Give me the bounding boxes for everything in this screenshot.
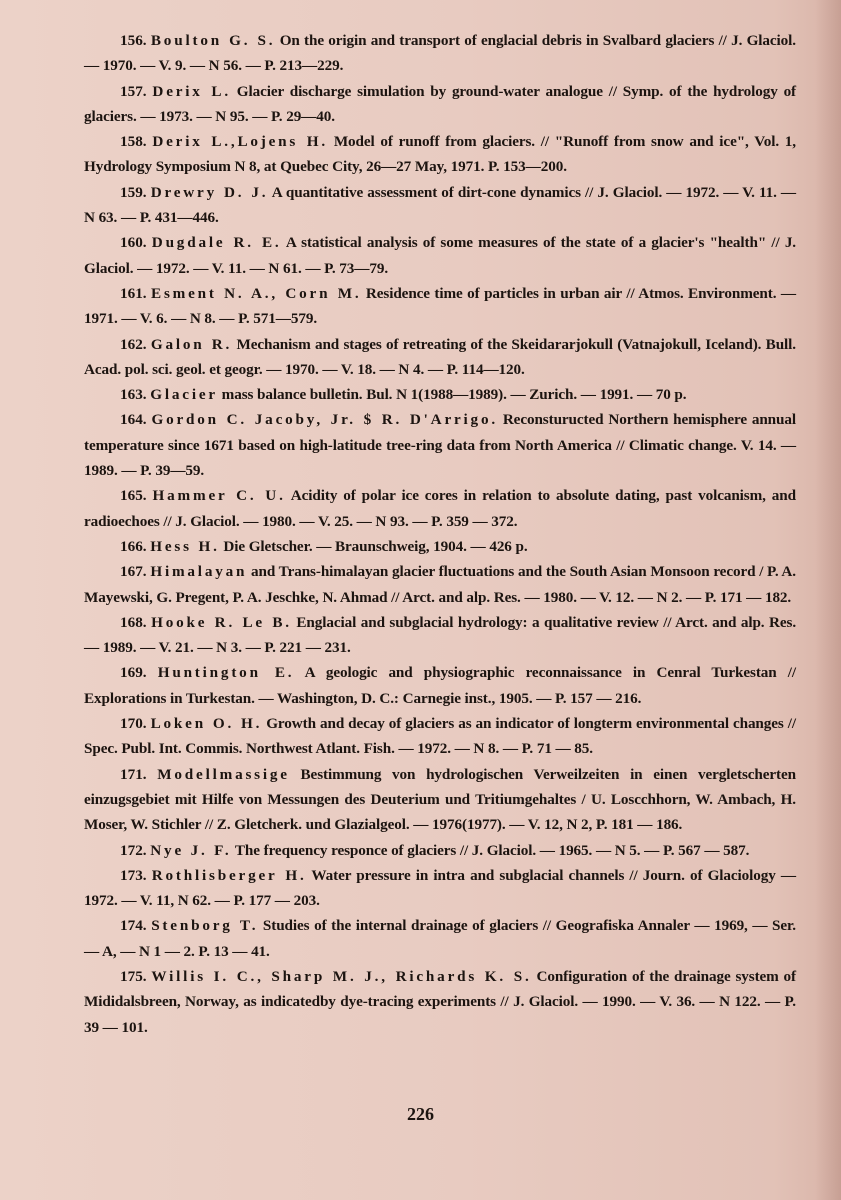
reference-text: A quantitative assessment of dirt-cone dynamics // J. Glaciol. — 1972. — V. 11. — N 63. — P. 431—446.: [84, 183, 797, 227]
reference-entry: [84, 838, 796, 863]
reference-author: Galon R.: [150, 335, 233, 353]
reference-author: Glacier: [150, 386, 218, 404]
reference-entry: [84, 660, 796, 711]
reference-entry: [84, 230, 796, 281]
reference-entry: [84, 534, 796, 559]
reference-text: mass balance bulletin. Bul. N 1(1988—1989). — Zurich. — 1991. — 70 p.: [221, 386, 687, 404]
reference-entry: [84, 559, 796, 610]
reference-author: Rothlisberger H.: [151, 866, 307, 884]
reference-text: On the origin and transport of englacial debris in Svalbard glaciers // J. Glaciol. — 1970. — V. 9. — N 56. — P. 213—229.: [84, 32, 796, 75]
reference-number: 157.: [120, 82, 147, 100]
reference-text: Mechanism and stages of retreating of the Skeidararjokull (Vatnajokull, Iceland). Bull. Acad. pol. sci. geol. et geogr. — 1970. — V. 18. — N 4. — P. 114—120.: [84, 335, 796, 378]
reference-entry: [84, 28, 796, 79]
reference-entry: [84, 762, 796, 838]
reference-text: Model of runoff from glaciers. // "Runoff from snow and ice", Vol. 1, Hydrology Symposium N 8, at Quebec City, 26—27 May, 1971. P. 153—200.: [84, 133, 796, 176]
reference-author: Nye J. F.: [150, 841, 232, 859]
reference-author: Modellmassige: [157, 765, 290, 783]
reference-number: 161.: [120, 284, 147, 302]
reference-text: Die Gletscher. — Braunschweig, 1904. — 426 p.: [223, 537, 528, 555]
reference-text: The frequency responce of glaciers // J. Glaciol. — 1965. — N 5. — P. 567 — 587.: [234, 841, 750, 859]
reference-list: [84, 28, 796, 1040]
reference-author: Gordon C. Jacoby, Jr. $ R. D'Arrigo.: [151, 411, 498, 429]
reference-author: Boulton G. S.: [150, 32, 276, 49]
reference-author: Derix L.,Lojens H.: [152, 133, 329, 151]
reference-text: Englacial and subglacial hydrology: a qualitative review // Arct. and alp. Res. — 1989. — V. 21. — N 3. — P. 221 — 231.: [84, 613, 797, 657]
reference-author: Esment N. A., Corn M.: [151, 284, 362, 302]
reference-text: Water pressure in intra and subglacial channels // Journ. of Glaciology — 1972. — V. 11, N 62. — P. 177 — 203.: [84, 866, 796, 910]
reference-text: Reconsturucted Northern hemisphere annual temperature since 1671 based on high-latitude tree-ring data from North America // Climatic change. V. 14. — 1989. — P. 39—59.: [84, 411, 796, 480]
reference-number: 163.: [120, 386, 147, 404]
reference-number: 171.: [120, 765, 147, 783]
reference-number: 175.: [120, 967, 147, 985]
reference-author: Huntington E.: [157, 664, 295, 682]
reference-author: Hess H.: [150, 537, 220, 555]
reference-entry: [84, 332, 796, 383]
reference-number: 170.: [120, 715, 147, 733]
page-edge-shadow: [815, 0, 841, 1200]
reference-entry: [84, 281, 796, 332]
reference-entry: [84, 964, 796, 1040]
reference-number: 160.: [120, 234, 147, 252]
reference-text: Bestimmung von hydrologischen Verweilzeiten in einen vergletscherten einzugsgebiet mit Hilfe von Messungen des Deuterium und Tritiumgehaltes / U. Loscchhorn, W. Ambach, H. Moser, W. Stichler // Z. Gletcherk. und Glazialgeol. — 1976(1977). — V. 12, N 2, P. 181 — 186.: [84, 765, 796, 834]
reference-entry: [84, 483, 796, 534]
reference-author: Willis I. C., Sharp M. J., Richards K. S.: [151, 967, 532, 985]
reference-number: 165.: [120, 487, 147, 505]
reference-text: Configuration of the drainage system of Mididalsbreen, Norway, as indicatedby dye-tracing experiments // J. Glaciol. — 1990. — V. 36. — N 122. — P. 39 — 101.: [84, 967, 797, 1036]
reference-number: 173.: [120, 866, 147, 884]
reference-text: A statistical analysis of some measures of the state of a glacier's "health" // J. Glaciol. — 1972. — V. 11. — N 61. — P. 73—79.: [84, 234, 797, 277]
reference-number: 174.: [120, 917, 147, 935]
reference-text: Studies of the internal drainage of glaciers // Geografiska Annaler — 1969, — Ser. — A, — N 1 — 2. P. 13 — 41.: [84, 917, 796, 960]
reference-number: 172.: [120, 841, 147, 859]
reference-author: Hooke R. Le B.: [151, 613, 292, 631]
reference-text: Acidity of polar ice cores in relation to absolute dating, past volcanism, and radioechoes // J. Glaciol. — 1980. — V. 25. — N 93. — P. 359 — 372.: [84, 487, 796, 530]
reference-number: 156.: [120, 32, 147, 49]
reference-author: Hammer C. U.: [152, 487, 286, 505]
reference-number: 162.: [120, 335, 147, 353]
reference-text: and Trans-himalayan glacier fluctuations and the South Asian Monsoon record / P. A. Mayewski, G. Pregent, P. A. Jeschke, N. Ahmad // Arct. and alp. Res. — 1980. — V. 12. — N 2. — P. 171 — 182.: [84, 563, 796, 606]
reference-number: 169.: [120, 664, 147, 682]
reference-number: 158.: [120, 133, 147, 151]
reference-entry: [84, 863, 796, 914]
reference-entry: [84, 129, 796, 180]
reference-entry: [84, 711, 796, 762]
reference-author: Stenborg T.: [151, 917, 259, 935]
reference-author: Himalayan: [150, 563, 248, 581]
reference-number: 159.: [120, 183, 147, 201]
reference-number: 168.: [120, 613, 147, 631]
page-number: 226: [407, 1104, 434, 1124]
reference-number: 164.: [120, 411, 147, 429]
reference-number: 166.: [120, 537, 147, 555]
reference-entry: [84, 180, 796, 231]
reference-number: 167.: [120, 563, 147, 581]
reference-entry: [84, 610, 796, 661]
reference-entry: [84, 407, 796, 483]
reference-author: Derix L.: [152, 82, 231, 100]
reference-text: Growth and decay of glaciers as an indicator of longterm environmental changes // Spec. Publ. Int. Commis. Northwest Atlant. Fish. — 1972. — N 8. — P. 71 — 85.: [84, 715, 796, 758]
reference-entry: [84, 913, 796, 964]
reference-author: Dugdale R. E.: [151, 234, 282, 252]
reference-text: Glacier discharge simulation by ground-water analogue // Symp. of the hydrology of glaciers. — 1973. — N 95. — P. 29—40.: [84, 82, 797, 125]
reference-entry: [84, 79, 796, 130]
reference-author: Loken O. H.: [150, 715, 263, 733]
reference-text: Residence time of particles in urban air // Atmos. Environment. — 1971. — V. 6. — N 8. — P. 571—579.: [84, 284, 796, 328]
reference-text: A geologic and physiographic reconnaissance in Cenral Turkestan // Explorations in Turkestan. — Washington, D. C.: Carnegie inst., 1905. — P. 157 — 216.: [84, 664, 796, 707]
reference-author: Drewry D. J.: [150, 183, 269, 201]
reference-entry: [84, 382, 796, 407]
